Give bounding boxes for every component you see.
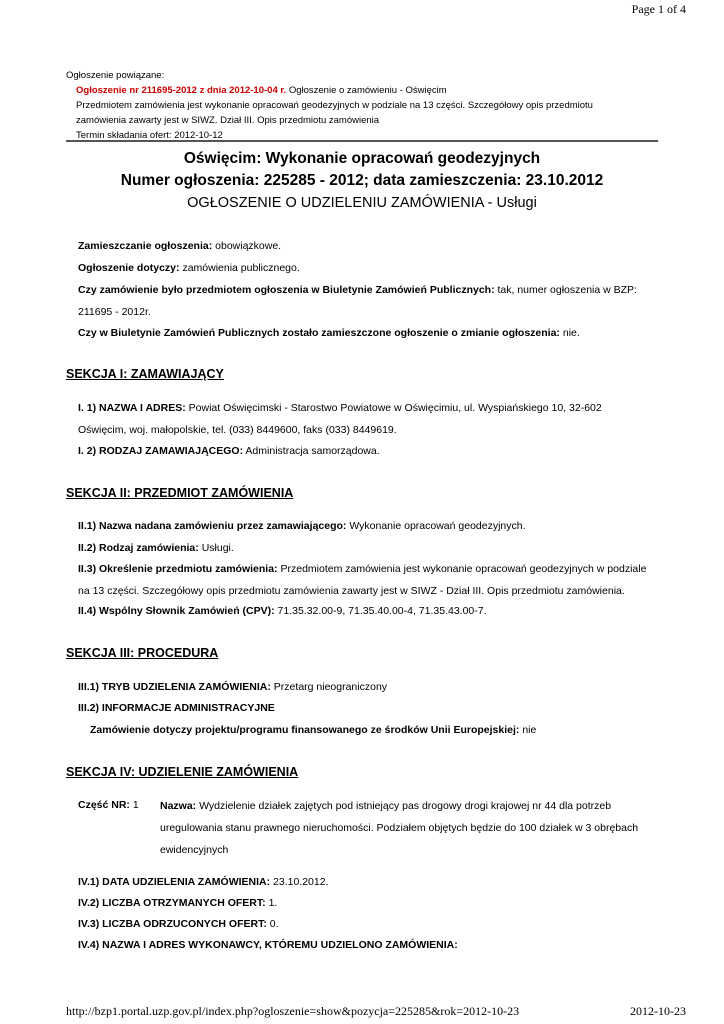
related-label: Ogłoszenie powiązane: [66,70,165,81]
related-notice-title: Ogłoszenie o zamówieniu - Oświęcim [286,85,447,96]
part-name-cont-2: ewidencyjnych [160,844,229,856]
part-number: Część NR: 1 [78,799,139,811]
related-notice [66,68,593,143]
cpv-codes: II.4) Wspólny Słownik Zamówień (CPV): 71.35.32.00-9, 71.35.40.00-4, 71.35.43.00-7. [78,605,487,617]
related-deadline: Termin składania ofert: 2012-10-12 [76,130,223,141]
contracting-authority-contact: Oświęcim, woj. małopolskie, tel. (033) 8449600, faks (033) 8449619. [78,424,397,436]
contracting-authority-address: I. 1) NAZWA I ADRES: Powiat Oświęcimski - Starostwo Powiatowe w Oświęcimiu, ul. Wyspiańskiego 10, 32-602 [78,402,602,414]
contract-name: II.1) Nazwa nadana zamówieniu przez zamawiającego: Wykonanie opracowań geodezyjnych. [78,520,526,532]
notice-type: OGŁOSZENIE O UDZIELENIU ZAMÓWIENIA - Usługi [187,195,537,211]
footer-url: http://bzp1.portal.uzp.gov.pl/index.php?ogloszenie=show&pozycja=225285&rok=2012-10-23 [66,1004,520,1018]
part-name: Nazwa: Wydzielenie działek zajętych pod istniejący pas drogowy drogi krajowej nr 44 dla potrzeb [160,800,612,812]
section-2-heading: SEKCJA II: PRZEDMIOT ZAMÓWIENIA [66,486,294,500]
award-date: IV.1) DATA UDZIELENIA ZAMÓWIENIA: 23.10.2012. [78,876,329,888]
related-line-2: Przedmiotem zamówienia jest wykonanie opracowań geodezyjnych w podziale na 13 części. Szczegółowy opis przedmiotu [76,100,593,111]
page-indicator: Page 1 of 4 [631,2,686,16]
contractor-heading: IV.4) NAZWA I ADRES WYKONAWCY, KTÓREMU UDZIELONO ZAMÓWIENIA: [78,939,458,951]
contract-subject-cont: na 13 części. Szczegółowy opis przedmiotu zamówienia zawarty jest w SIWZ - Dział III. Opis przedmiotu zamówienia. [78,585,625,597]
page-title: Oświęcim: Wykonanie opracowań geodezyjnych [183,150,541,167]
contract-subject: II.3) Określenie przedmiotu zamówienia: Przedmiotem zamówienia jest wykonanie opracowań geodezyjnych w podziale [78,563,647,575]
divider [66,140,658,142]
contract-type: II.2) Rodzaj zamówienia: Usługi. [78,542,234,554]
intro-change: Czy w Biuletynie Zamówień Publicznych zostało zamieszczone ogłoszenie o zmianie ogłoszenia: nie. [78,327,580,339]
intro-concerns: Ogłoszenie dotyczy: zamówienia publicznego. [78,262,300,274]
procedure-type: III.1) TRYB UDZIELENIA ZAMÓWIENIA: Przetarg nieograniczony [78,681,388,693]
related-line-3: zamówienia zawarty jest w SIWZ. Dział III. Opis przedmiotu zamówienia [76,115,380,126]
offers-rejected: IV.3) LICZBA ODRZUCONYCH OFERT: 0. [78,918,279,930]
title-block [66,148,658,214]
intro-bzp: Czy zamówienie było przedmiotem ogłoszenia w Biuletynie Zamówień Publicznych: tak, numer ogłoszenia w BZP: [78,284,637,296]
eu-funding: Zamówienie dotyczy projektu/programu finansowanego ze środków Unii Europejskiej: nie [90,724,537,736]
footer-date: 2012-10-23 [630,1004,686,1018]
offers-received: IV.2) LICZBA OTRZYMANYCH OFERT: 1. [78,897,278,909]
intro-publication: Zamieszczanie ogłoszenia: obowiązkowe. [78,240,282,252]
section-4-heading: SEKCJA IV: UDZIELENIE ZAMÓWIENIA [66,765,299,779]
intro-bzp-number: 211695 - 2012r. [78,306,151,318]
related-notice-link[interactable]: Ogłoszenie nr 211695-2012 z dnia 2012-10-04 r. [76,85,287,96]
contracting-authority-type: I. 2) RODZAJ ZAMAWIAJĄCEGO: Administracja samorządowa. [78,445,380,457]
section-3-heading: SEKCJA III: PROCEDURA [66,646,219,660]
notice-number: Numer ogłoszenia: 225285 - 2012; data zamieszczenia: 23.10.2012 [120,172,604,189]
part-name-cont-1: uregulowania stanu prawnego nieruchomości. Podziałem objętych będzie do 100 działek w 3 obrębach [160,822,639,834]
admin-info-heading: III.2) INFORMACJE ADMINISTRACYJNE [78,702,275,714]
section-1-heading: SEKCJA I: ZAMAWIAJĄCY [66,367,224,381]
